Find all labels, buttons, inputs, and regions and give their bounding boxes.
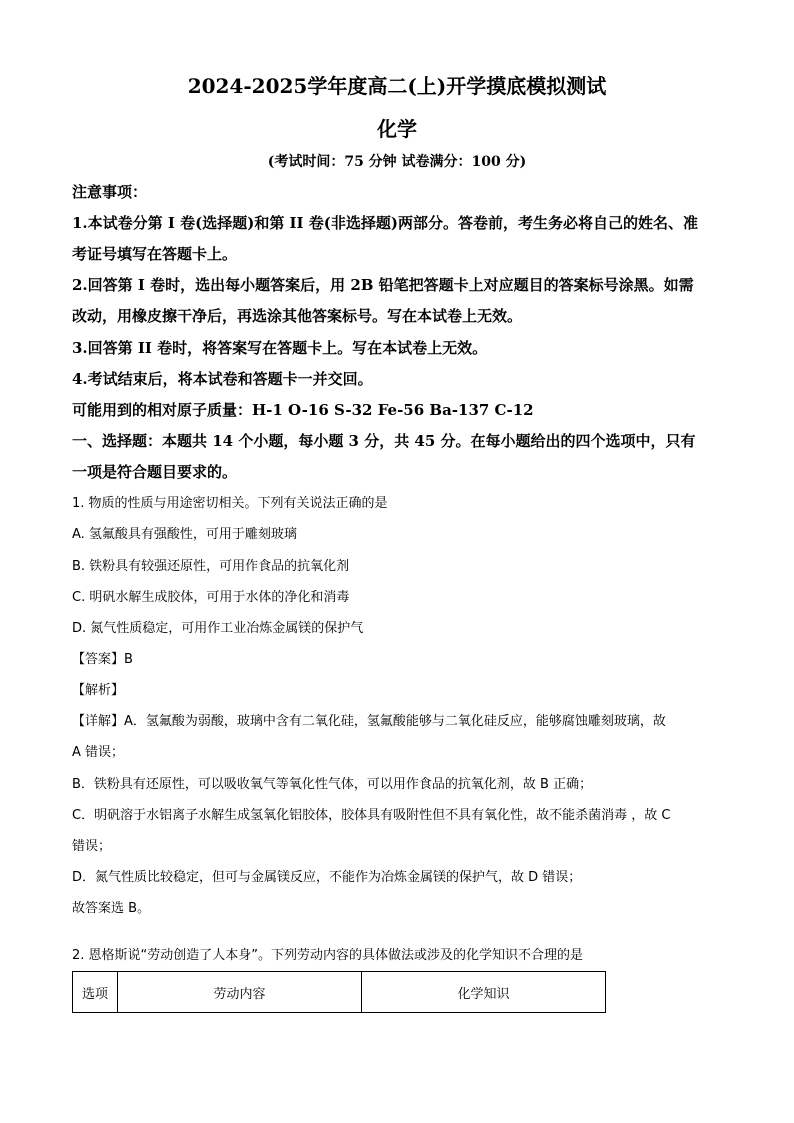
q1-option-b: B. 铁粉具有较强还原性，可用作食品的抗氧化剂 [72, 559, 350, 574]
q2-header-option: 选项 [73, 972, 118, 1013]
notice-item-1-line-2: 考证号填写在答题卡上。 [72, 245, 238, 263]
notice-item-4: 4.考试结束后，将本试卷和答题卡一并交回。 [72, 370, 373, 388]
atomic-mass-line: 可能用到的相对原子质量：H-1 O-16 S-32 Fe-56 Ba-137 C-12 [72, 401, 534, 419]
notice-item-3: 3.回答第 II 卷时，将答案写在答题卡上。写在本试卷上无效。 [72, 339, 488, 357]
q1-detail-line-2: A 错误； [72, 745, 125, 760]
q2-header-chemistry-knowledge: 化学知识 [362, 972, 606, 1013]
q2-table [72, 971, 606, 1013]
q1-detail-line-1: 【详解】A．氢氟酸为弱酸，玻璃中含有二氧化硅，氢氟酸能够与二氧化硅反应，能够腐蚀雕刻玻璃，故 [72, 714, 666, 729]
exam-meta: (考试时间：75 分钟 试卷满分：100 分) [267, 154, 527, 170]
q1-option-d: D. 氮气性质稳定，可用作工业冶炼金属镁的保护气 [72, 621, 364, 636]
section-1-line-2: 一项是符合题目要求的。 [72, 463, 238, 481]
notice-heading: 注意事项： [72, 183, 148, 201]
q1-detail-line-7: 故答案选 B。 [72, 901, 151, 916]
q1-answer: 【答案】B [72, 652, 133, 667]
notice-item-1-line-1: 1.本试卷分第 I 卷(选择题)和第 II 卷(非选择题)两部分。答卷前，考生务必将自己的姓名、准 [72, 214, 698, 232]
notice-item-2-line-1: 2.回答第 I 卷时，选出每小题答案后，用 2B 铅笔把答题卡上对应题目的答案标号涂黑。如需 [72, 276, 694, 294]
notice-item-2-line-2: 改动，用橡皮擦干净后，再选涂其他答案标号。写在本试卷上无效。 [72, 307, 523, 325]
q1-analysis-label: 【解析】 [72, 683, 125, 698]
q1-detail-line-5: 错误； [72, 839, 112, 854]
q1-stem: 1. 物质的性质与用途密切相关。下列有关说法正确的是 [72, 496, 388, 511]
q1-detail-line-3: B．铁粉具有还原性，可以吸收氧气等氧化性气体，可以用作食品的抗氧化剂，故 B 正确； [72, 777, 593, 792]
q1-detail-line-4: C．明矾溶于水铝离子水解生成氢氧化铝胶体，胶体具有吸附性但不具有氧化性，故不能杀菌消毒 ，故 C [72, 808, 671, 823]
exam-title: 2024-2025学年度高二(上)开学摸底模拟测试 [187, 74, 607, 98]
q2-header-labor-content: 劳动内容 [118, 972, 362, 1013]
q1-option-a: A. 氢氟酸具有强酸性，可用于雕刻玻璃 [72, 527, 297, 542]
q1-option-c: C. 明矾水解生成胶体，可用于水体的净化和消毒 [72, 590, 350, 605]
q1-detail-line-6: D．氮气性质比较稳定，但可与金属镁反应，不能作为冶炼金属镁的保护气，故 D 错误； [72, 870, 582, 885]
q2-table-header-row [73, 972, 606, 1013]
exam-subject: 化学 [377, 117, 417, 141]
section-1-line-1: 一、选择题：本题共 14 个小题，每小题 3 分，共 45 分。在每小题给出的四个选项中，只有 [72, 432, 696, 450]
q2-stem: 2. 恩格斯说“劳动创造了人本身”。下列劳动内容的具体做法或涉及的化学知识不合理的是 [72, 948, 584, 963]
